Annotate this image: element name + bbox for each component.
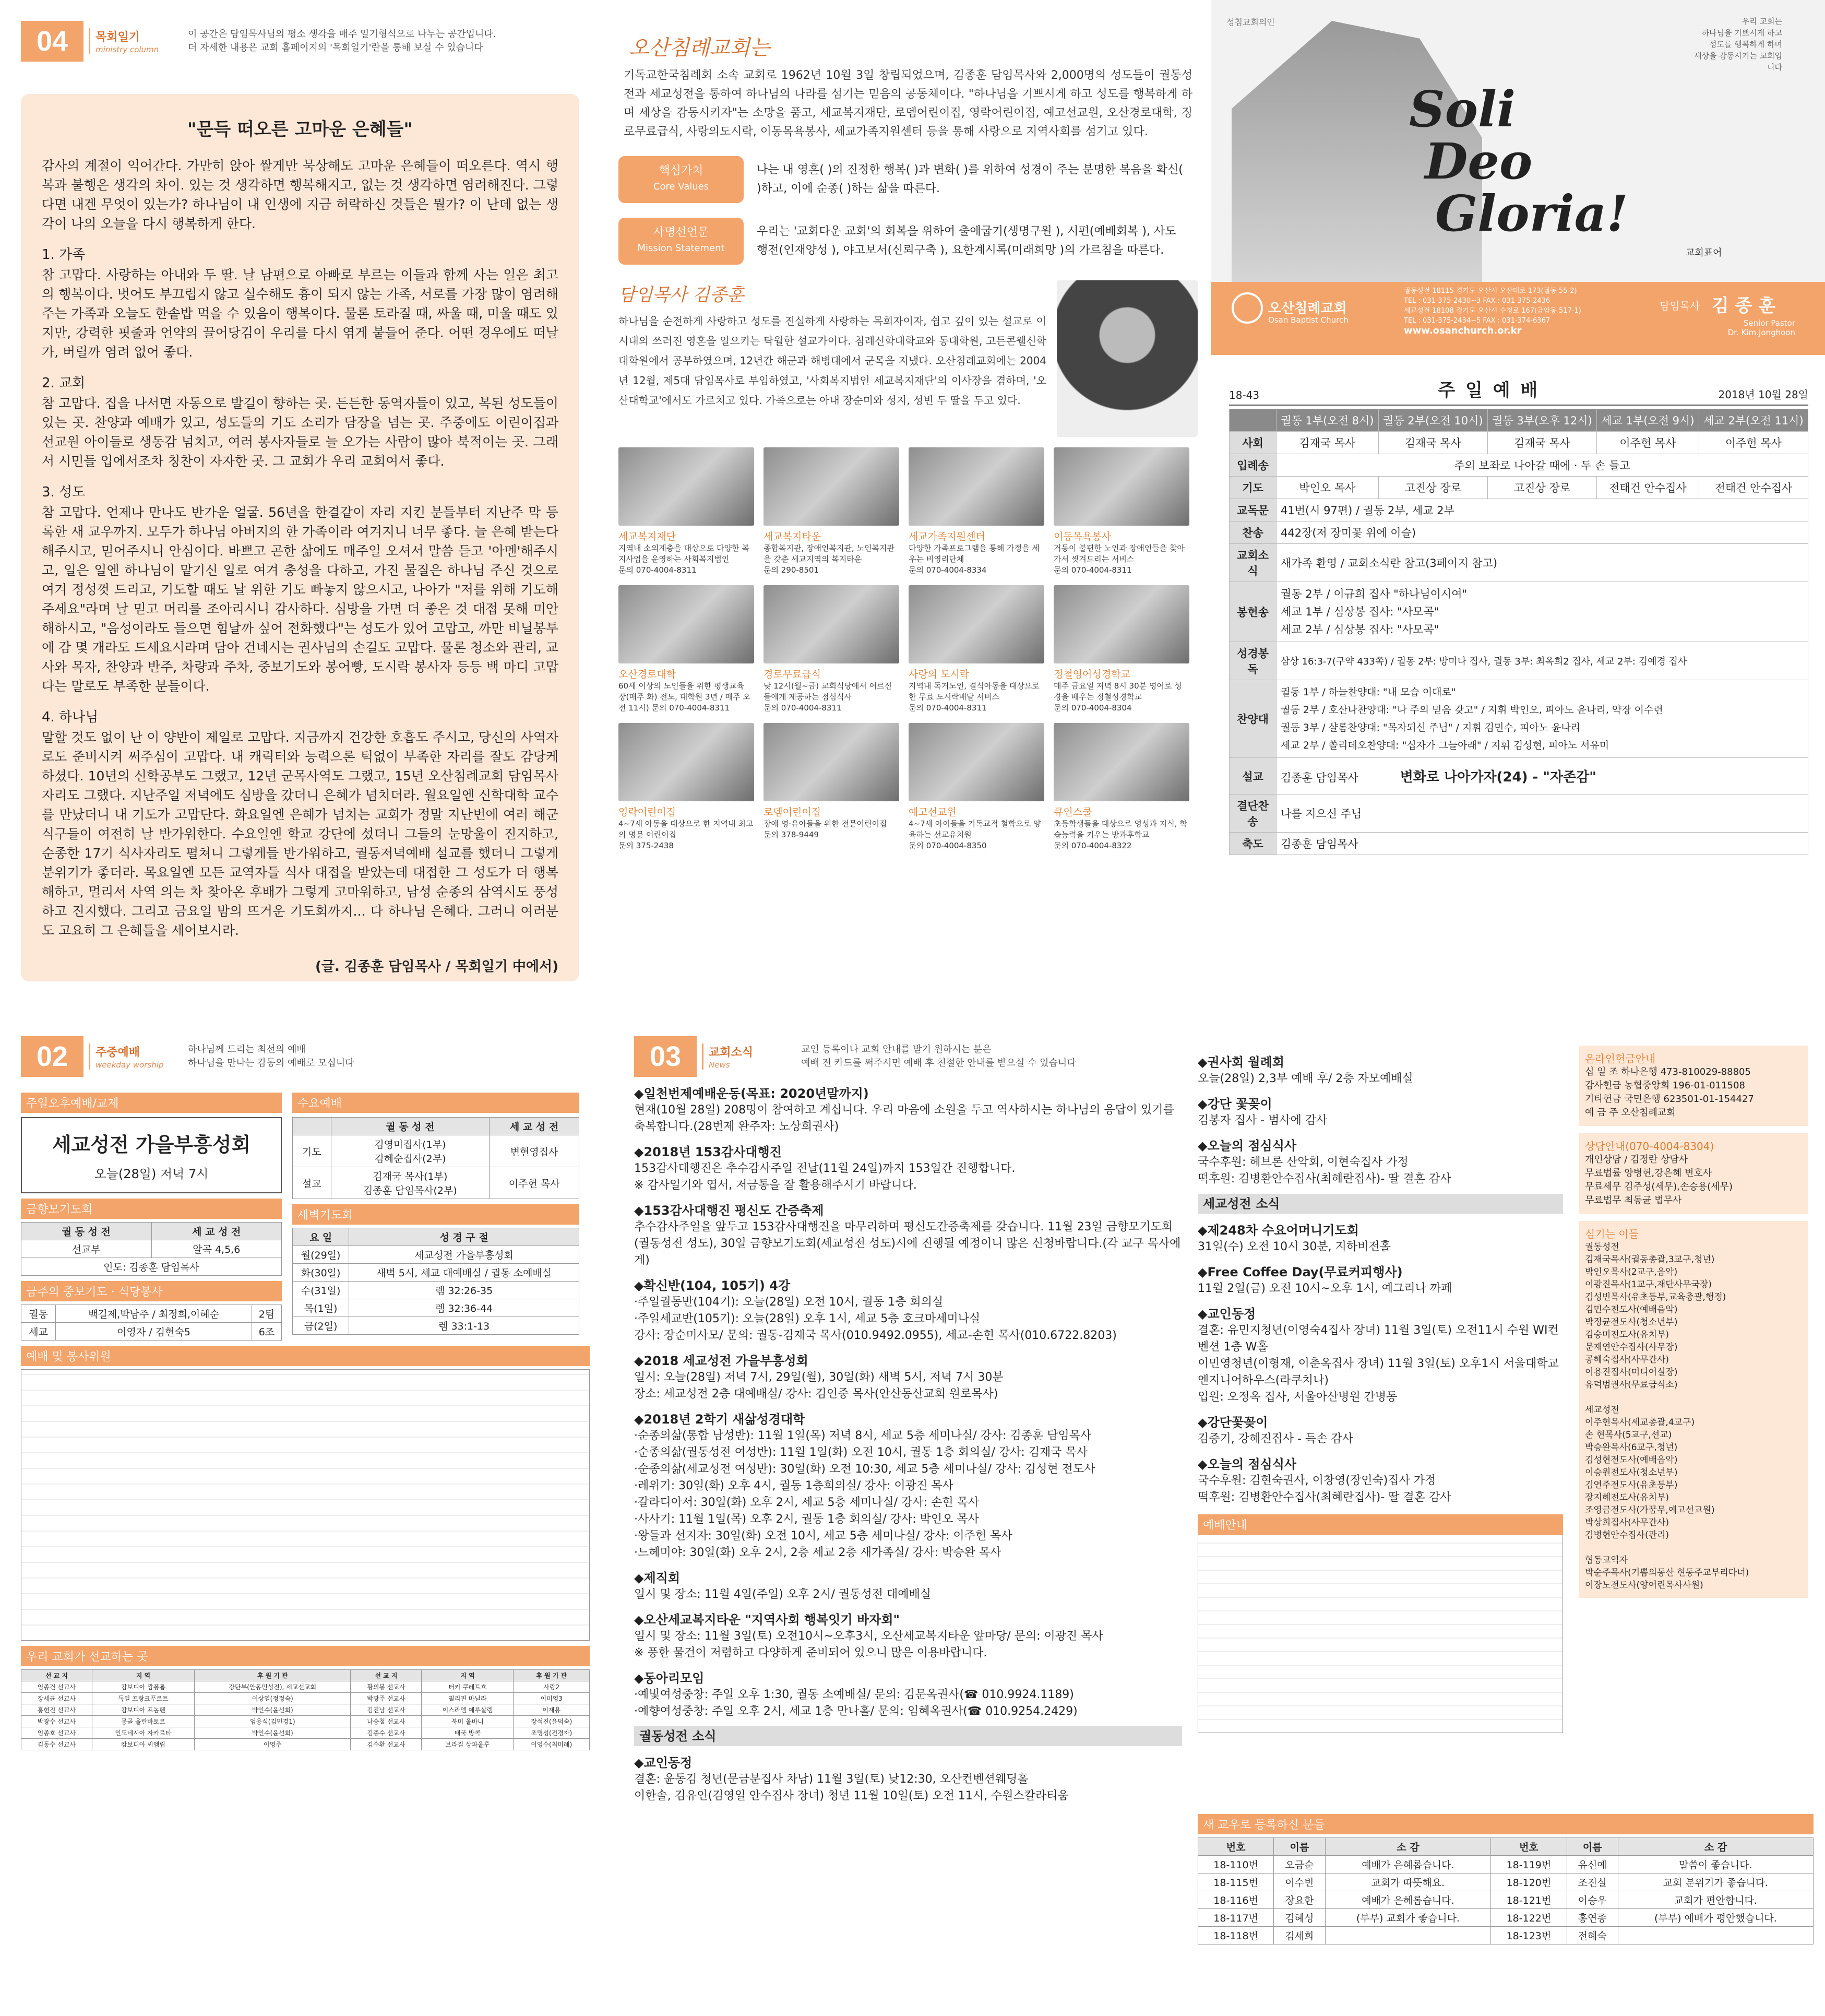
pastor-name: 김 종 훈 [1712, 295, 1776, 316]
table-cell [1325, 1927, 1491, 1944]
service-name: 로뎀어린이집 [764, 807, 821, 818]
service-name: 세교복지재단 [618, 531, 676, 542]
table-cell: 2팀 [252, 1305, 281, 1323]
cover-small-text: 성침교회의인 [1226, 17, 1275, 27]
sunday-afternoon-header: 주일오후예배/교제 [21, 1093, 282, 1113]
paragraph-god: 말할 것도 없이 난 이 양반이 제일로 고맙다. 지금까지 건강한 호흡도 주시고, 당신의 사역자로도 준비시켜 써주심이 고맙다. 내 캐릭터와 능력으론 턱없이 부족한 자리를 잘도 감당케 하셨다. 10년의 신학공부도 그랬고, 12년 군목사역도 그랬고, 15년 오산침례교회 담임목사 자리도 그랬다. 지난주일 저녁에도 심방을 갔더니 은혜가 넘치더라. 월요일엔 신학대학 교수를 만났더니 내 기도가 고맙단다. 화요일엔 은혜가 넘치는 교회가 정말 지난번에 여러 해군 식구들이 여전히 날 반가워한다. 수요일엔 학교 강단에 섰더니 그들의 눈망울이 진지하고, 순종한 17기 식사자리도 펼쳐니 그렇게들 반가워하고, 궐동저녁예배 설교를 했더니 그렇게 분위기가 좋더라. 목요일엔 모든 교역자들 식사 대접을 받았는데 대접한 그 성도가 더 행복해하고, 멀리서 사역 의는 차 찾아온 후배가 그렇게 고마워하고, 남성 순종의 삼역시도 풍성하고 진지했다. 그리고 금요일 밤의 뜨거운 기도회까지... 다 하나님 은혜다. 그러니 여러분도 고요히 그 은혜들을 세어보시라. [42, 730, 558, 938]
table-cell: 예배가 은혜롭습니다. [1325, 1856, 1491, 1873]
table-cell: 황의봉 선교사 [351, 1681, 422, 1693]
section-title: 주중예배 weekday worship [89, 1043, 177, 1070]
column-header: 소 감 [1618, 1838, 1813, 1856]
service-photo [764, 585, 899, 663]
table-cell: 김세희 [1274, 1927, 1325, 1944]
row-choir: 찬양대 궐동 1부 / 하늘찬양대: "내 모습 이대로" 궐동 2부 / 호산나찬양대: "나 주의 믿음 갖고" / 지휘 박인오, 피아노 윤나리, 약장 이수련 궐동 3부 / 샬롬찬양대: "목자되신 주님" / 지휘 김민수, 피아노 윤나리 세교 2부 / 쏠리데오찬양대: "십자가 그늘아래" / 지휘 김성현, 피아노 서유미 [1230, 680, 1808, 758]
core-values-text: 나는 내 영혼( )의 진정한 행복( )과 변화( )를 위하여 성경이 주는 분명한 복음을 확신( )하고, 이에 순종( )하는 삶을 따른다. [757, 163, 1183, 195]
table-header [1198, 1838, 1814, 1856]
table-cell: 이승우 [1567, 1891, 1618, 1909]
about-text: 기독교한국침례회 소속 교회로 1962년 10월 3일 창립되었으며, 김종훈 담임목사와 2,000명의 성도들이 궐동성전과 세교성전을 통하여 하나님의 나라를 섬기는 믿음의 공동체이다. "하나님을 기쁘시게 하고 성도를 행복하게 하며 세상을 감동시키자"는 소망을 품고, 세교복지재단, 로뎀어린이집, 영락어린이집, 예고선교원, 오산경로대학, 징로무료급식, 사랑의도시락, 이동목욕봉사, 세교가족지원센터 등을 통해 사랑으로 지역사회를 섬기고 있다. [624, 69, 1192, 138]
news-text: 김증기, 강혜진집사 - 득손 감사 [1198, 1432, 1353, 1445]
news-heading: ◆오산세교복지타운 "지역사회 행복잇기 바자회" [634, 1612, 900, 1627]
table-row [293, 1246, 579, 1264]
section-description: 이 공간은 담임목사님의 평소 생각을 매주 일기형식으로 나누는 공간입니다. 더 자세한 내용은 교회 홈페이지의 '목회일기'란을 통해 보실 수 있습니다 [188, 29, 496, 53]
mission-text: 우리는 '교회다운 교회'의 회복을 위하여 출애굽기(생명구원 ), 시편(예배회복 ), 사도행전(인재양성 ), 야고보서(신뢰구축 ), 요한계시록(미래희망 )의 가르침을 따른다. [757, 225, 1176, 257]
table-cell: 교회가 따뜻해요. [1325, 1873, 1491, 1891]
column-header: 이름 [1274, 1838, 1325, 1856]
page-04 [21, 21, 579, 981]
service-card [764, 585, 899, 714]
service-photo [909, 723, 1044, 801]
table-cell: 화(30일) [293, 1264, 349, 1282]
news-text: 국수후원: 김현숙권사, 이창영(장인숙)집사 가정 떡후원: 김병환안수집사(최혜란집사)- 딸 결혼 감사 [1198, 1474, 1451, 1504]
table-row [21, 1739, 590, 1750]
table-cell: 사랑2 [514, 1681, 590, 1693]
column-header: 소 감 [1325, 1838, 1491, 1856]
service-card [764, 723, 899, 851]
table-cell: 이상열(정정숙) [195, 1693, 351, 1704]
news-heading: ◆오늘의 점심식사 [1198, 1457, 1297, 1472]
table-cell: 몽골 올란바토르 [92, 1716, 194, 1727]
table-cell: 렘 32:26-35 [349, 1282, 579, 1299]
online-offering-box: 온라인헌금안내 십 일 조 하나은행 473-810029-88805 감사헌금 농협중앙회 196-01-011508 기타헌금 국민은행 623501-01-154427 예 금 주 오산침례교회 [1579, 1046, 1808, 1126]
table-row [1198, 1909, 1814, 1927]
subheading-members: 3. 성도 [42, 484, 86, 500]
motto-label: 교회표어 [1686, 247, 1722, 258]
table-cell: 캄보디아 씨엠립 [92, 1739, 194, 1750]
new-members-table [1198, 1837, 1814, 1944]
column-header: 후 원 기 관 [195, 1670, 351, 1681]
row-sermon: 설교 김종훈 담임목사 변화로 나아가자(24) - "자존감" [1230, 758, 1808, 794]
table-cell: 박인수(윤선희) [195, 1704, 351, 1716]
row-news: 교회소식 새가족 환영 / 교회소식란 참고(3페이지 참고) [1230, 544, 1808, 582]
service-name: 영락어린이집 [618, 807, 676, 818]
pastor-section [618, 280, 1198, 437]
section-title: 목회일기 ministry column [89, 28, 177, 54]
news-text: 11월 2일(금) 오전 10시~오후 1시, 예그리나 까페 [1198, 1282, 1452, 1295]
table-cell: 18-123번 [1491, 1927, 1567, 1944]
mission-tag: 사명선언문 Mission Statement [618, 218, 744, 265]
church-logo-icon [1232, 292, 1263, 324]
column-header: 번호 [1198, 1838, 1274, 1856]
service-card [618, 723, 754, 851]
table-cell: 전혜숙 [1567, 1927, 1618, 1944]
table-cell: 김진남 선교사 [351, 1704, 422, 1716]
news-heading: ◆교인동정 [634, 1756, 693, 1770]
table-cell: 임종호 선교사 [21, 1727, 92, 1739]
motto: Soli Deo Gloria! [1409, 80, 1628, 243]
table-cell: 18-117번 [1198, 1909, 1274, 1927]
wednesday-table: 궐 동 성 전 세 교 성 전 기도 김영미집사(1부) 김혜순집사(2부) 변현영집사 설교 김재국 목사(1부) 김종훈 담임목사(2부) 이주헌 목사 [292, 1117, 579, 1199]
vision-statement: 우리 교회는 하나님을 기쁘시게 하고 성도를 행복하게 하며 세상을 감동시키는 교회입니다 [1694, 17, 1782, 72]
dawn-prayer-header: 새벽기도회 [292, 1204, 579, 1225]
service-photo [1054, 723, 1189, 801]
table-cell: 예배가 은혜롭습니다. [1325, 1891, 1491, 1909]
section-description: 하나님께 드리는 최선의 예배 하나님을 만나는 감동의 예배로 모십니다 [188, 1044, 354, 1069]
service-name: 정철영어성경학교 [1054, 669, 1130, 680]
table-cell: 18-115번 [1198, 1873, 1274, 1891]
service-card [1054, 447, 1189, 576]
table-cell: 궐동 [21, 1305, 56, 1323]
service-name: 경로무료급식 [764, 669, 821, 680]
column-header: 이름 [1567, 1838, 1618, 1856]
table-row [1198, 1856, 1814, 1873]
church-name: 오산침례교회 [1268, 301, 1347, 316]
table-cell: 새벽 5시, 세교 대예배실 / 궐동 소예배실 [349, 1264, 579, 1282]
service-photo [909, 447, 1044, 526]
table-cell: 엄용식(김민경1) [195, 1716, 351, 1727]
table-cell: 터키 쿠레트흐 [422, 1681, 514, 1693]
service-photo [1054, 585, 1189, 663]
service-description: 지역내 소외계층을 대상으로 다양한 복지사업을 운영하는 사회복지법인 문의 070-4004-8311 [618, 543, 749, 575]
column-signature: (글. 김종훈 담임목사 / 목회일기 中에서) [315, 959, 558, 975]
service-name: 사랑의 도시락 [909, 669, 970, 680]
news-text: 결혼: 윤동김 청년(문금분집사 차남) 11월 3일(토) 낮12:30, 오산컨벤션웨딩홀 이한솔, 김유인(김영일 안수집사 장녀) 청년 11월 10일(토) 오전 11시, 수원스칼라티움 [634, 1773, 1069, 1802]
service-name: 세교가족지원센터 [909, 531, 985, 542]
news-heading: ◆강단 꽃꽂이 [1198, 1097, 1272, 1111]
table-cell: 장세균 선교사 [21, 1693, 92, 1704]
intercession-table [21, 1305, 282, 1341]
service-name: 큐인스쿨 [1054, 807, 1092, 818]
column-header: 번호 [1491, 1838, 1567, 1856]
news-heading: ◆제직회 [634, 1571, 681, 1585]
news-heading: ◆153감사대행진 평신도 간증축제 [634, 1203, 824, 1218]
table-row [21, 1305, 282, 1323]
subheading-god: 4. 하나님 [42, 709, 99, 725]
table-cell: 세교 [21, 1323, 56, 1341]
table-cell: 브라질 상파울루 [422, 1739, 514, 1750]
service-card [618, 447, 754, 576]
table-row [21, 1716, 590, 1727]
table-cell: 독일 프랑크푸르트 [92, 1693, 194, 1704]
row-closing-hymn: 결단찬송 나를 지으신 주님 [1230, 794, 1808, 833]
service-photo [618, 585, 754, 663]
news-column-3 [1198, 1222, 1563, 1506]
service-card [764, 447, 899, 576]
table-cell: 18-120번 [1491, 1873, 1567, 1891]
mission-header: 우리 교회가 선교하는 곳 [21, 1646, 590, 1666]
table-cell: 조명성(전경자) [514, 1727, 590, 1739]
row-offering: 봉헌송 궐동 2부 / 이규희 집사 "하나님이시여" 세교 1부 / 심상봉 집사: "사모곡" 세교 2부 / 심상봉 집사: "사모곡" [1230, 582, 1808, 642]
seogyo-news-header: 세교성전 소식 [1198, 1194, 1563, 1214]
subheading-family: 1. 가족 [42, 247, 86, 263]
column-header: 선 교 지 [351, 1670, 422, 1681]
table-cell: 태국 방콕 [422, 1727, 514, 1739]
table-cell: 18-118번 [1198, 1927, 1274, 1944]
table-cell: 18-116번 [1198, 1891, 1274, 1909]
page-number: 04 [21, 21, 84, 62]
table-row [21, 1727, 590, 1739]
service-card [909, 585, 1044, 714]
news-heading: ◆Free Coffee Day(무료커피행사) [1198, 1265, 1403, 1279]
service-card [618, 585, 754, 714]
news-heading: ◆강단꽃꽂이 [1198, 1415, 1268, 1430]
service-photo [618, 447, 754, 526]
page-02 [21, 1036, 590, 2007]
table-cell: 김수환 선교사 [351, 1739, 422, 1750]
staff-box: 심기는 이들 궐동성전 김재국목사(궐동총괄,3교구,청년) 박인오목사(2교구,음악) 이광진목사(1교구,재단사무국장) 김성빈목사(유초등부,교육총괄,행정) 김민수전도사(예배음악) 박정균전도사(청소년부) 김승미전도사(유치부) 문재연안수집사(사무장) 공혜숙집사(사무간사) 이용진집사(미디어실장) 유덕범권사(무료급식소) 세교성전 이주헌목사(세교총괄,4교구) 손 현목사(5교구,선교) 박승완목사(6교구,청년) 김성현전도사(예배음악) 이승원전도사(청소년부) 김연주전도사(유초등부) 장지혜전도사(유치부) 조영금전도사(가꿈무,예고선교원) 박상희집사(사무간사) 김병현안수집사(관리) 협동교역자 박순주목사(기쁨의동산 현동주교부리다녀) 이장노전도사(양어린목사사원) [1579, 1221, 1808, 1598]
table-cell: 18-121번 [1491, 1891, 1567, 1909]
table-cell: 인도네시아 자카르타 [92, 1727, 194, 1739]
table-cell: 6조 [252, 1323, 281, 1341]
church-info-band [1211, 282, 1825, 355]
table-cell: 교회 분위기가 좋습니다. [1618, 1873, 1813, 1891]
page-number: 02 [21, 1036, 84, 1077]
service-photo [764, 447, 899, 526]
row-prayer: 기도 박인오 목사 고진상 장로 고진상 장로 전태건 안수집사 전태건 안수집사 [1230, 477, 1808, 499]
table-row [21, 1704, 590, 1716]
row-benediction: 축도 김종훈 담임목사 [1230, 833, 1808, 855]
table-header [21, 1670, 590, 1681]
table-cell: 김종수 선교사 [351, 1727, 422, 1739]
table-cell: 18-110번 [1198, 1856, 1274, 1873]
table-cell: 렘 32:36-44 [349, 1299, 579, 1317]
table-cell: 홍현진 선교사 [21, 1704, 92, 1716]
column-header: 요 일 [293, 1228, 349, 1246]
table-cell: 렘 33:1-13 [349, 1317, 579, 1335]
gwoldong-news-header: 궐동성전 소식 [634, 1726, 1182, 1746]
table-cell: 캄보디아 프놈펜 [92, 1704, 194, 1716]
table-cell [1618, 1927, 1813, 1944]
section-title: 교회소식 News [702, 1043, 791, 1070]
pastor-label: 담임목사 [1660, 300, 1700, 312]
page-header [21, 1036, 590, 1077]
table-cell: 김동수 선교사 [21, 1739, 92, 1750]
column-box [21, 94, 579, 981]
news-text: 국수후원: 헤브론 산악회, 이현숙집사 가정 떡후원: 김병환안수집사(최혜란집사)- 딸 결혼 감사 [1198, 1156, 1451, 1185]
table-header [293, 1228, 579, 1246]
news-heading: ◆일천번제예배운동(목표: 2020년말까지) [634, 1086, 869, 1101]
table-cell: 18-119번 [1491, 1856, 1567, 1873]
news-heading: ◆제248차 수요어머니기도회 [1198, 1223, 1359, 1238]
about-page [618, 21, 1198, 981]
table-cell: 교회가 편안합니다. [1618, 1891, 1813, 1909]
service-description: 매주 금요일 저녁 8시 30분 영어로 성경을 배우는 정철성경학교 문의 070-4004-8304 [1054, 681, 1182, 713]
table-row [293, 1317, 579, 1335]
news-heading: ◆2018년 153감사대행진 [634, 1145, 782, 1159]
table-cell: 캄보디아 깜퐁톰 [92, 1681, 194, 1693]
service-description: 낮 12시(월~금) 교회식당에서 어르신들에게 제공하는 점심식사 문의 070-4004-8311 [764, 681, 892, 713]
table-cell: (부부) 예배가 평안했습니다. [1618, 1909, 1813, 1927]
table-row [21, 1323, 282, 1341]
service-grid [618, 447, 1198, 851]
news-heading: ◆2018년 2학기 새삶성경대학 [634, 1412, 805, 1427]
mission-statement [618, 218, 1198, 265]
worship-header: 주 일 예 배 [1438, 380, 1540, 401]
news-text: 153감사대행진은 추수감사주일 전날(11월 24일)까지 153일간 진행합니다. ※ 감사일기와 엽서, 저금통을 잘 활용해주시기 바랍니다. [634, 1162, 1016, 1192]
pastor-name-en: Senior Pastor Dr. Kim.Jonghoon [1727, 318, 1795, 337]
service-description: 다양한 가족프로그램을 통해 가정을 세우는 비영리단체 문의 070-4004-8334 [909, 543, 1040, 575]
service-photo [618, 723, 754, 801]
paragraph-church: 참 고맙다. 집을 나서면 자동으로 발길이 향하는 곳. 든든한 동역자들이 있고, 복된 성도들이 있는 곳. 찬양과 예배가 있고, 성도들의 기도 소리가 담장을 넘는 곳. 주중에도 어린이집과 선교원 아이들로 생동감 넘치고, 여러 봉사자들로 늘 오가는 사람이 많아 북적이는 곳. 그래서 시민들 입에서조차 칭찬이 자자한 곳. 그 교회가 우리 교회여서 좋다. [42, 396, 558, 469]
section-description: 교인 등록이나 교회 안내를 받기 원하시는 분은 예배 전 카드를 써주시면 예배 후 친절한 안내를 받으실 수 있습니다 [801, 1044, 1076, 1069]
table-cell: 홍연종 [1567, 1909, 1618, 1927]
volunteer-schedule-table [21, 1369, 590, 1641]
revival-event-box: 세교성전 가을부흥성회 오늘(28일) 저녁 7시 [21, 1117, 282, 1193]
core-values-tag: 핵심가치 Core Values [618, 156, 744, 203]
service-photo [909, 585, 1044, 663]
subheading-church: 2. 교회 [42, 375, 86, 391]
intercession-header: 금주의 중보기도 · 식당봉사 [21, 1281, 282, 1301]
service-description: 60세 이상의 노인들을 위한 평생교육 장(매주 화) 전도, 대학원 3년 / 매주 오전 11시) 문의 070-4004-8311 [618, 681, 750, 713]
table-cell: 금(2일) [293, 1317, 349, 1335]
table-cell: 이수빈 [1274, 1873, 1325, 1891]
table-cell: 월(29일) [293, 1246, 349, 1264]
news-text: 일시: 오늘(28일) 저녁 7시, 29일(월), 30일(화) 새벽 5시, 저녁 7시 30분 장소: 세교성전 2층 대예배실/ 강사: 김인중 목사(안산동산교회 원로목사) [634, 1371, 1004, 1401]
table-cell: 임종건 선교사 [21, 1681, 92, 1693]
column-header: 후 원 기 관 [514, 1670, 590, 1681]
table-cell: (부부) 교회가 좋습니다. [1325, 1909, 1491, 1927]
table-cell: 필리핀 마닐라 [422, 1693, 514, 1704]
service-description: 4~7세 아이들을 기독교적 철학으로 양육하는 선교유치원 문의 070-4004-8350 [909, 819, 1041, 850]
service-description: 거동이 불편한 노인과 장애인들을 찾아가서 씻겨드리는 서비스 문의 070-4004-8311 [1054, 543, 1185, 575]
church-address: 궐동성전 18115 경기도 오산시 오산대로 173(궐동 55-2) TEL : 031-375-2430~3 FAX : 031-375-2436 세교성전 18108 경기도 오산시 수청로 167(금암동 517-1) TEL : 031-375-2434~5 FAX : 031-374-6367 www.osanchurch.or.kr [1404, 287, 1581, 336]
column-header: 성 경 구 절 [349, 1228, 579, 1246]
table-row [1198, 1891, 1814, 1909]
news-text: 31일(수) 오전 10시 30분, 지하비전홀 [1198, 1240, 1391, 1253]
row-hymn: 찬송 442장(저 장미꽃 위에 이슬) [1230, 521, 1808, 544]
news-heading: ◆2018 세교성전 가을부흥성회 [634, 1354, 808, 1368]
news-text: 현재(10월 28일) 208명이 참여하고 계십니다. 우리 마음에 소원을 두고 역사하시는 하나님의 응답이 있기를 축복합니다.(28번제 완주자: 노상희권사) [634, 1104, 1174, 1133]
service-card [909, 723, 1044, 851]
news-text: ·주일궐동반(104기): 오늘(28일) 오전 10시, 궐동 1층 회의실 ·주일세교반(105기): 오늘(28일) 오후 1시, 세교 5층 호크마세미나실 강사: 장순미사모/ 문의: 궐동-김재국 목사(010.9492.0955), 세교-손현 목사(010.6722.8203) [634, 1296, 1117, 1342]
table-cell: 이영자 / 김현숙5 [56, 1323, 252, 1341]
table-cell: 18-122번 [1491, 1909, 1567, 1927]
table-row [21, 1681, 590, 1693]
column-title: "문득 떠오른 고마운 은혜들" [187, 119, 413, 140]
order-of-worship [1229, 376, 1808, 855]
service-description: 지역내 독거노인, 결식아동을 대상으로 한 무료 도시락배달 서비스 문의 070-4004-8311 [909, 681, 1040, 713]
table-row [1198, 1927, 1814, 1944]
pastor-photo [1057, 280, 1198, 437]
table-cell: 수(31일) [293, 1282, 349, 1299]
news-heading: ◆동아리모임 [634, 1671, 705, 1686]
page-03 [634, 1036, 1819, 2007]
news-text: 결혼: 유민지청년(이영숙4집사 장녀) 11월 3일(토) 오전11시 수원 WI컨벤션 1층 W홀 이민영청년(이형재, 이춘옥집사 장녀) 11월 3일(토) 오후1시 서울대학교 엔지니어하우스(라쿠치나) 입원: 오정옥 집사, 서울아산병원 간병동 [1198, 1324, 1559, 1404]
cover-page [1211, 0, 1825, 971]
service-volunteers-header: 예배 및 봉사위원 [21, 1346, 590, 1366]
table-cell: 세교성전 가을부흥성회 [349, 1246, 579, 1264]
about-title: 오산침례교회는 [629, 36, 770, 60]
news-text: 일시 및 장소: 11월 3일(토) 오전10시~오후3시, 오산세교복지타운 앞마당/ 문의: 이광진 목사 ※ 풍한 물건이 저렴하고 다양하게 준비되어 있으니 많은 이용바랍니다. [634, 1630, 1103, 1659]
table-cell: 박광수 선교사 [21, 1716, 92, 1727]
news-text: ·예빛여성중창: 주일 오후 1:30, 궐동 소예배실/ 문의: 김문옥권사(☎ 010.9924.1189) ·예향여성중창: 주일 오후 2시, 세교 1층 만나홀/ 문의: 임혜옥권사(☎ 010.9254.2429) [634, 1688, 1078, 1718]
table-cell: 나승철 선교사 [351, 1716, 422, 1727]
row-presider: 사회 김재국 목사 김재국 목사 김재국 목사 이주헌 목사 이주헌 목사 [1230, 432, 1808, 454]
row-responsive-reading: 교독문 41번(시 97편) / 궐동 2부, 세교 2부 [1230, 499, 1808, 521]
news-heading: ◆권사회 월례회 [1198, 1055, 1284, 1070]
service-description: 초등학생들을 대상으로 영성과 지식, 학습능력을 키우는 방과후학교 문의 070-4004-8322 [1054, 819, 1187, 850]
table-cell: 이영주 [195, 1739, 351, 1750]
news-heading: ◆오늘의 점심식사 [1198, 1139, 1297, 1153]
table-cell: 김혜성 [1274, 1909, 1325, 1927]
table-cell: 유신예 [1567, 1856, 1618, 1873]
service-times-header: 예배안내 [1198, 1514, 1563, 1535]
table-cell: 장요한 [1274, 1891, 1325, 1909]
service-card [1054, 723, 1189, 851]
table-cell: 이미영3 [514, 1693, 590, 1704]
news-text: 일시 및 장소: 11월 4일(주일) 오후 2시/ 궐동성전 대예배실 [634, 1588, 931, 1601]
wednesday-header: 수요예배 [292, 1093, 579, 1113]
worship-date: 2018년 10월 28일 [1718, 388, 1808, 401]
news-column-1 [634, 1077, 1182, 1805]
table-cell: 오금순 [1274, 1856, 1325, 1873]
service-card [909, 447, 1044, 576]
column-header: 지 역 [92, 1670, 194, 1681]
service-card [1054, 585, 1189, 714]
page-header [21, 21, 579, 62]
column-intro: 감사의 계절이 익어간다. 가만히 앉아 쌀게만 묵상해도 고마운 은혜들이 떠오른다. 역시 행복과 불행은 생각의 차이. 있는 것 생각하면 행복해지고, 없는 것 생각하면 염려해진다. 그렇다면 내겐 무엇이 있는가? 하나님이 내 인생에 지금 허락하신 것들은 뭘가? 이 난데 없는 생각이 나의 오늘을 다시 행복하게 한다. [42, 158, 558, 231]
row-opening-song: 입례송 주의 보좌로 나아갈 때에 · 두 손 들고 [1230, 454, 1808, 477]
worship-table: 궐동 1부(오전 8시) 궐동 2부(오전 10시) 궐동 3부(오후 12시) 세교 1부(오전 9시) 세교 2부(오전 11시) 사회 김재국 목사 김재국 목사 김재국 목사 이주헌 목사 이주헌 목사 입례송 주의 보좌로 나아갈 때에 · 두 손 들고 기도 박인오 목사 고진상 장로 고진상 장로 전태건 안수집사 전태건 안수집사 교독문 41번(시 97편) / 궐동 2부, 세교 2부 찬송 442장(저 장미꽃 위에 이슬) 교회소식 새가족 환영 / 교회소식란 참고(3페이지 참고) 봉헌송 궐동 2부 / 이규희 집사 "하나님이시여" 세교 1부 / 심상봉 집사: "사모곡" 세교 2부 / 심상봉 집사: "사모곡" 성경봉독 삼상 16:3-7(구약 433쪽) / 궐동 2부: 방미나 집사, 궐동 3부: 최옥희2 집사, 세교 2부: 김예경 집사 찬양대 궐동 1부 / 하늘찬양대: "내 모습 이대로" 궐동 2부 / 호산나찬양대: "나 주의 믿음 갖고" / 지휘 박인오, 피아노 윤나리, 약장 이수련 궐동 3부 / 샬롬찬양대: "목자되신 주님" / 지휘 김민수, 피아노 윤나리 세교 2부 / 쏠리데오찬양대: "십자가 그늘아래" / 지휘 김성현, 피아노 서유미 설교 김종훈 담임목사 변화로 나아가자(24) - "자존감" 결단찬송 나를 지으신 주님 축도 김종훈 담임목사 [1229, 409, 1808, 855]
issue-number: 18-43 [1229, 389, 1260, 401]
table-cell: 장석진(윤덕숙) [514, 1716, 590, 1727]
pastor-heading: 담임목사 김종훈 [618, 284, 744, 305]
paragraph-members: 참 고맙다. 언제나 만나도 반가운 얼굴. 56년을 한결같이 자리 지킨 분들부터 지난주 막 등록한 새 교우까지. 모두가 하나님 아버지의 한 가족이라 여겨지니 너무 좋다. 늘 은혜 받는다 해주시고, 믿어주시니 안심이다. 바쁘고 곤한 삶에도 매주일 오셔서 말씀 듣고 '아멘'해주시고, 일은 일엔 하나님이 맡기신 일로 여겨 충성을 다하고, 가진 물질은 하나님 주신 것으로 여겨 정성껏 드리고, 기도할 때도 날 위한 기도 빠놓지 않으시고, 나아가 "저를 위해 기도해주세요"라며 날 믿고 머리를 조아리시니 감사하다. 심방을 가면 더 좋은 것 대접 못해 미안해하시고, "음성이라도 들으면 힘날까 싶어 전화했다"는 성도가 있어 고맙고, 까만 비닐봉투에 감 몇 개라도 드세요시라며 담아 건네시는 권사님의 손길도 고맙다. 물론 청소와 관리, 교사와 목자, 찬양과 반주, 차량과 주차, 중보기도와 봉어빵, 도시락 봉사자 등등 백 마디 고맙다는 말로도 부족한 분들이다. [42, 505, 558, 694]
news-heading: ◆확신반(104, 105기) 4강 [634, 1278, 791, 1293]
pastor-bio: 하나님을 순전하게 사랑하고 성도를 진실하게 사랑하는 목회자이자, 쉽고 깊이 있는 설교로 이 시대의 쓰러진 영혼을 일으키는 탁월한 설교가이다. 침례신학대학교와 동대학원, 고든콘웰신학대학원에서 공부하였으며, 12년간 해군과 해병대에서 군목을 지냈다. 오산침례교회에는 2004년 12월, 제5대 담임목사로 부임하였고, '사회복지법인 세교복지재단'의 이사장을 겸하며, '오산대학교'에서도 가르치고 있다. 가족으로는 아내 장순미와 성지, 성빈 두 딸을 두고 있다. [618, 315, 1046, 407]
counseling-box: 상담안내(070-4004-8304) 개인상담 / 김정란 상담사 무료법률 양병현,강은혜 변호사 무료세무 김주성(세무),손승용(세무) 무료법무 최동균 법무사 [1579, 1133, 1808, 1214]
paragraph-family: 참 고맙다. 사랑하는 아내와 두 딸. 날 남편으로 아빠로 부르는 이들과 함께 사는 일은 최고의 행복이다. 벗어도 부끄럽지 않고 실수해도 흉이 되지 않는 가족, 서로를 가장 많이 염려해주는 가족과 오늘도 한솥밥 먹을 수 있음이 행복이다. 물론 토라질 때, 싸울 때, 미울 때도 있지만, 강력한 핏줄과 언약의 끌어당김이 우리를 다시 엮게 붙들어 준다. 어떤 경우에도 떠날가, 버릴까 염려 없어 좋다. [42, 267, 558, 360]
table-cell: 조진실 [1567, 1873, 1618, 1891]
service-name: 예고선교원 [909, 807, 957, 818]
table-row [293, 1282, 579, 1299]
table-cell: 이영수(최미례) [514, 1739, 590, 1750]
column-header: 지 역 [422, 1670, 514, 1681]
service-description: 4~7세 아동을 대상으로 한 지역내 최고의 명문 어린이집 문의 375-2438 [618, 819, 754, 850]
table-row [293, 1299, 579, 1317]
service-name: 이동목욕봉사 [1054, 531, 1112, 542]
page-number: 03 [634, 1036, 697, 1077]
column-header: 선 교 지 [21, 1670, 92, 1681]
service-name: 오산경로대학 [618, 669, 676, 680]
church-name-en: Osan Baptist Church [1268, 315, 1349, 325]
core-values [618, 156, 1198, 203]
table-row [293, 1264, 579, 1282]
service-times-table [1198, 1535, 1563, 1733]
news-text: 김봉자 집사 - 범사에 감사 [1198, 1114, 1328, 1127]
mission-table [21, 1669, 590, 1750]
service-name: 세교복지타운 [764, 531, 821, 542]
table-row [21, 1693, 590, 1704]
table-cell: 이재용 [514, 1704, 590, 1716]
news-column-2 [1198, 1054, 1563, 1188]
row-scripture: 성경봉독 삼상 16:3-7(구약 433쪽) / 궐동 2부: 방미나 집사, 궐동 3부: 최옥희2 집사, 세교 2부: 김예경 집사 [1230, 642, 1808, 680]
table-cell: 목(1일) [293, 1299, 349, 1317]
friday-prayer-table: 궐 동 성 전 세 교 성 전 선교부 알곡 4,5,6 인도: 김종훈 담임목사 [21, 1222, 282, 1276]
table-cell: 이스라엘 예루살렘 [422, 1704, 514, 1716]
friday-prayer-header: 금향모기도회 [21, 1199, 282, 1219]
table-cell: 북미 올바니 [422, 1716, 514, 1727]
service-description: 종합복지관, 장애인복지관, 노인복지관을 갖춘 세교지역의 복지타운 문의 290-8501 [764, 543, 894, 575]
table-row [1198, 1873, 1814, 1891]
dawn-prayer-table [292, 1228, 579, 1335]
table-cell: 백길제,박남주 / 최정희,이혜순 [56, 1305, 252, 1323]
table-cell: 강단부(안동민성전), 세교선교회 [195, 1681, 351, 1693]
news-text: 추수감사주일을 앞두고 153감사대행진을 마무리하며 평신도간증축제를 갖습니다. 11월 23일 금향모기도회(궐동성전 성도), 30일 금향모기도회(세교성전 성도)시에 진행될 예정이니 많은 신청바랍니다.(각 교구 목사에게) [634, 1220, 1181, 1267]
service-description: 장애 영·유아들을 위한 전문어린이집 문의 378-9449 [764, 819, 887, 839]
service-photo [1054, 447, 1189, 526]
news-text: ·순종의삶(통합 남성반): 11월 1일(목) 저녁 8시, 세교 5층 세미나실/ 강사: 김종훈 담임목사 ·순종의삶(궐동성전 여성반): 11월 1일(화) 오전 10시, 궐동 1층 회의실/ 강사: 김재국 목사 ·순종의삶(세교성전 여성반): 30일(화) 오전 10:30, 세교 5층 세미나실/ 강사: 김성현 전도사 ·레위기: 30일(화) 오후 4시, 궐동 1층회의실/ 강사: 이광진 목사 ·갈라디아서: 30일(화) 오후 2시, 세교 5층 세미나실/ 강사: 손현 목사 ·사사기: 11월 1일(목) 오후 2시, 궐동 1층 회의실/ 강사: 박인오 목사 ·왕들과 선지자: 30일(화) 오전 10시, 세교 5층 세미나실/ 강사: 이주헌 목사 ·느헤미야: 30일(화) 오후 2시, 2층 세교 2층 새가족실/ 강사: 박승완 목사 [634, 1429, 1095, 1559]
table-cell: 박인수(윤선희) [195, 1727, 351, 1739]
news-heading: ◆교인동정 [1198, 1307, 1256, 1321]
table-cell: 박광주 선교사 [351, 1693, 422, 1704]
table-cell: 말씀이 좋습니다. [1618, 1856, 1813, 1873]
service-photo [764, 723, 899, 801]
new-members-header: 새 교우로 등록하신 분들 [1198, 1814, 1814, 1834]
news-text: 오늘(28일) 2,3부 예배 후/ 2층 자모예배실 [1198, 1072, 1413, 1085]
